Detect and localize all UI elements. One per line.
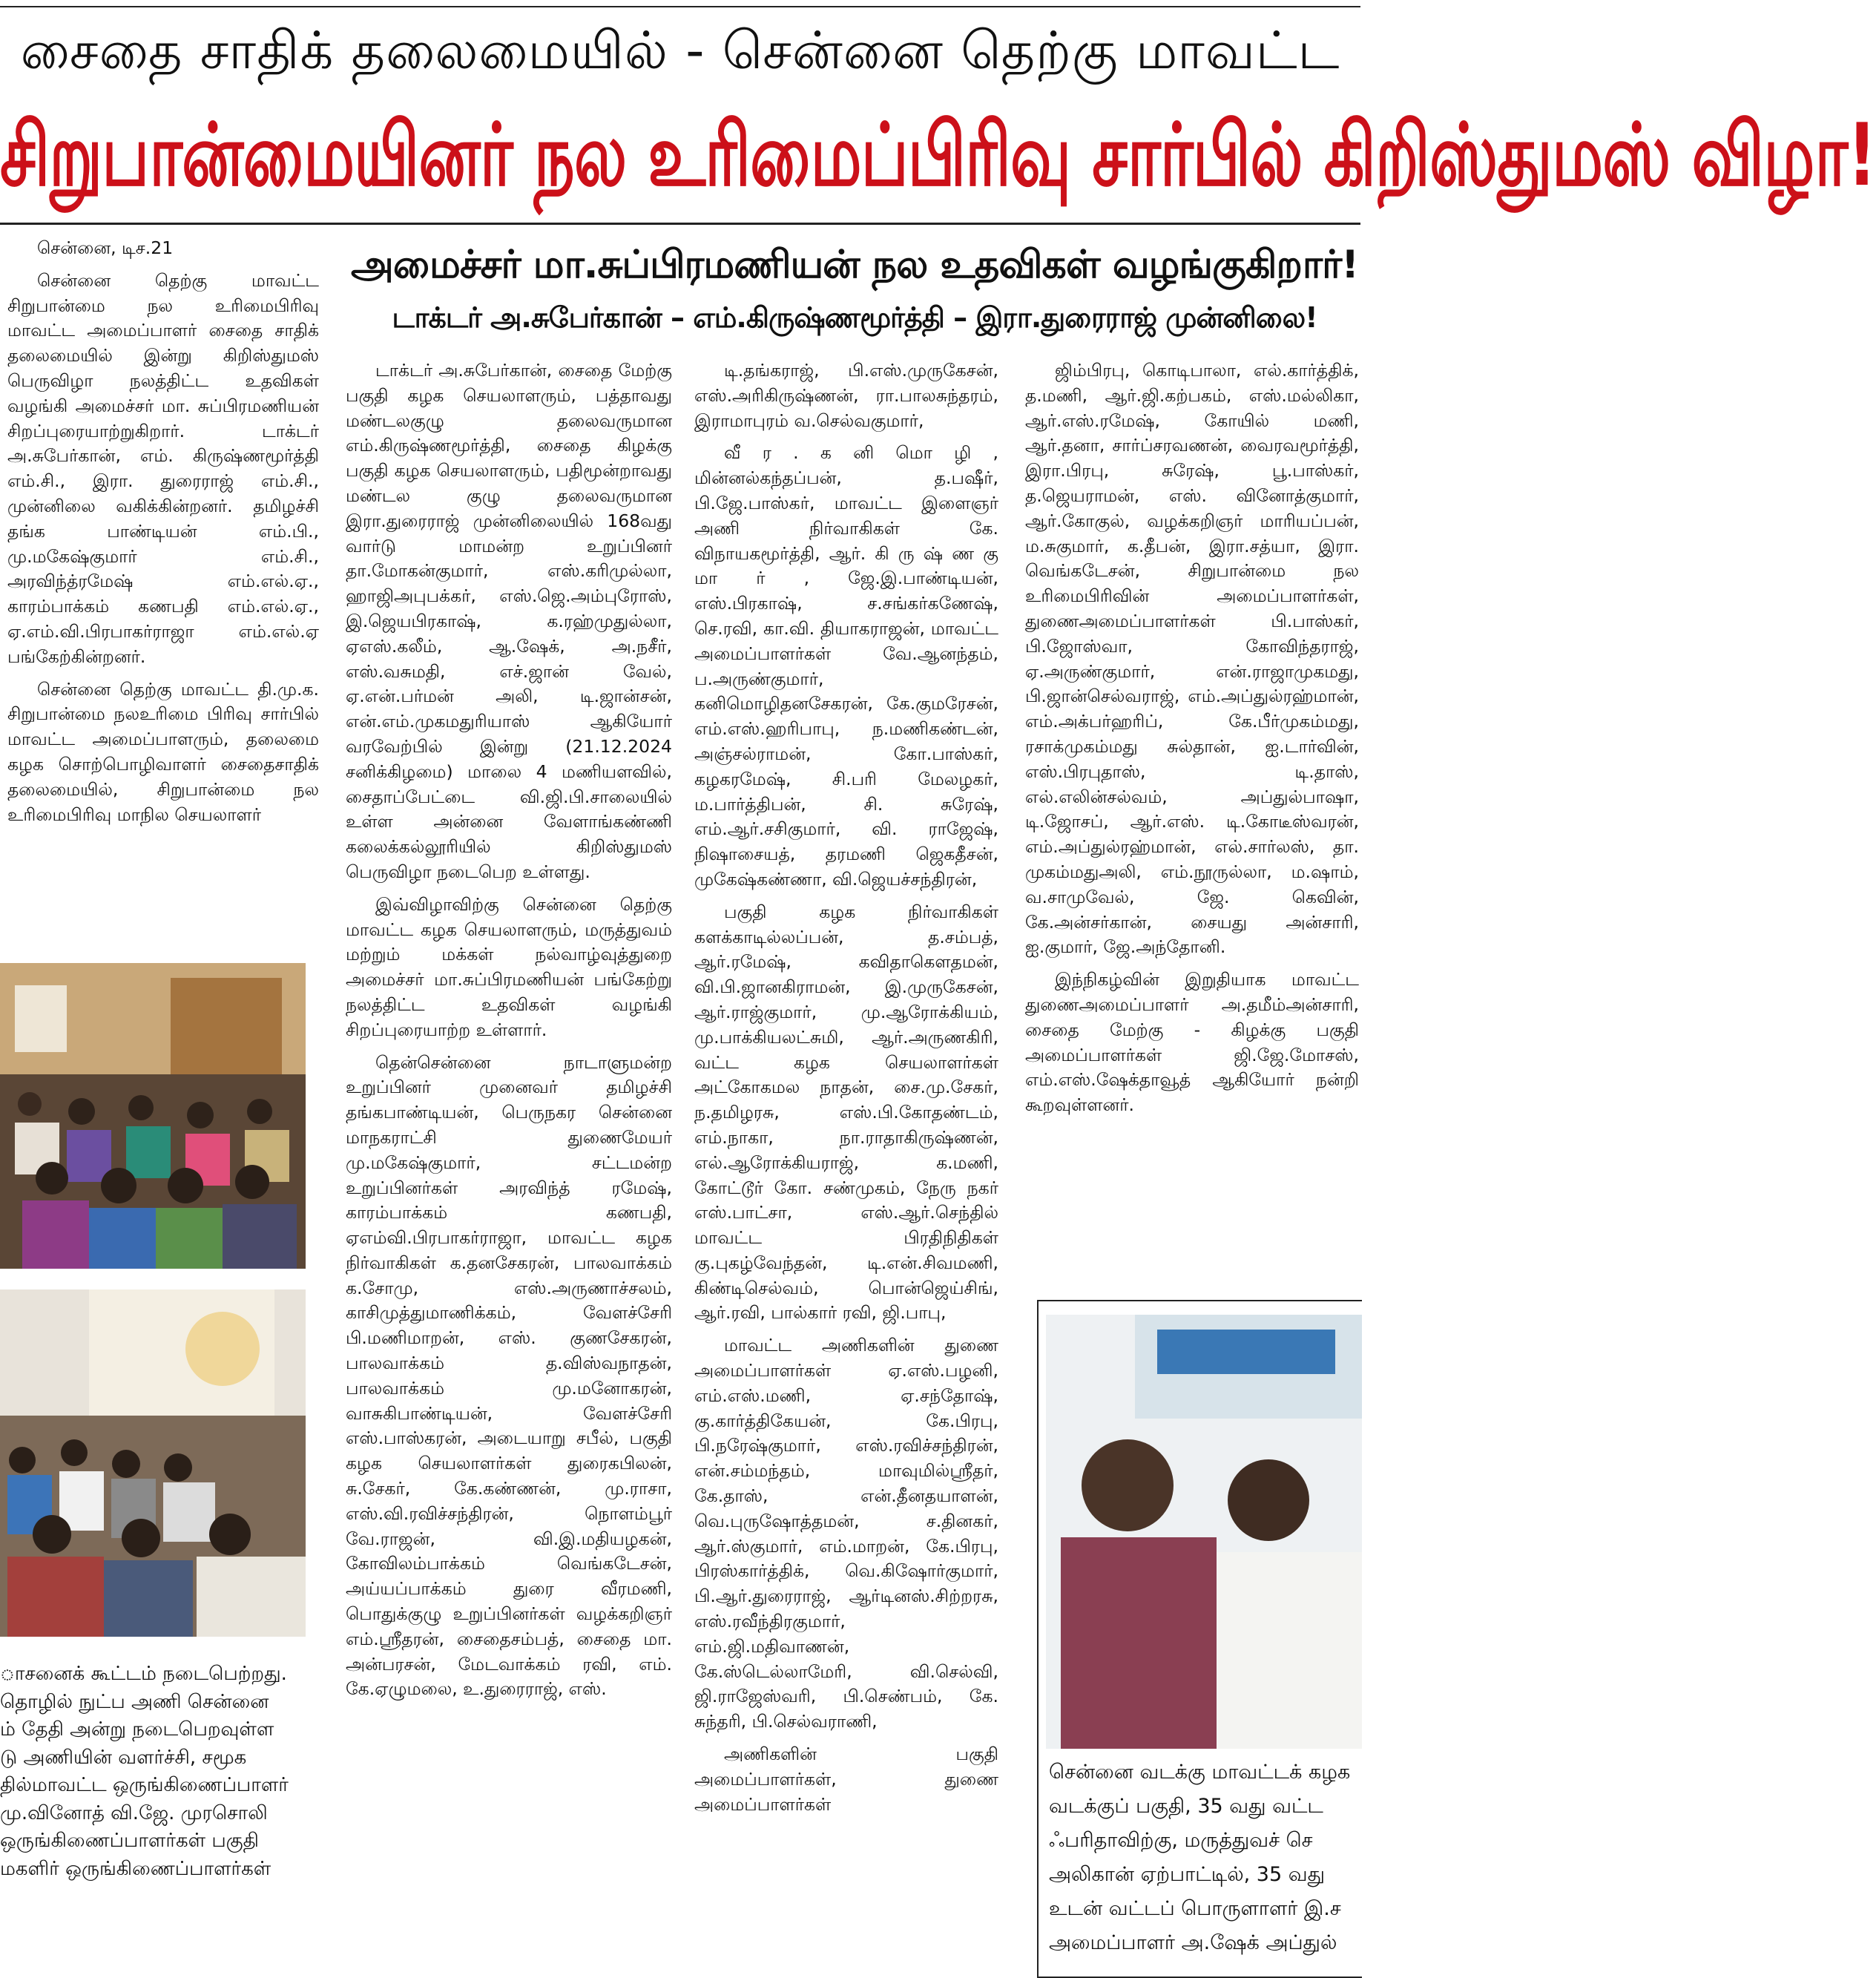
snippet-line: தொழில் நுட்ப அணி சென்னை (0, 1690, 269, 1713)
meeting-photo-illustration (0, 1289, 306, 1637)
event-photo-audience (0, 963, 306, 1269)
snippet-line: ாசனைக் கூட்டம் நடைபெற்றது. (0, 1663, 287, 1685)
paragraph: டாக்டர் அ.சுபேர்கான், சைதை மேற்கு பகுதி கழக செயலாளரும், பத்தாவது மண்டலகுழு தலைவருமான எம்.கிருஷ்ணமூர்த்தி, சைதை கிழக்கு பகுதி கழக செயலாளரும், பதிமூன்றாவது மண்டல குழு தலைவருமான இரா.துரைராஜ் முன்னிலையில் 168வது வார்டு மாமன்ற உறுப்பினர் தா.மோகன்குமார், எஸ்.கரிமுல்லா, ஹாஜிஅபுபக்கர், எஸ்.ஜெ.அம்புரோஸ், இ.ஜெயபிரகாஷ், க.ரஹ்முதுல்லா, ஏஎஸ்.கலீம், ஆ.ஷேக், அ.நசீர், எஸ்.வசுமதி, எச்.ஜான் வேல், ஏ.என்.பர்மன் அலி, டி.ஜான்சன், என்.எம்.முகமதுரியாஸ் ஆகியோர் வரவேற்பில் இன்று (21.12.2024 சனிக்கிழமை) மாலை 4 மணியளவில், சைதாப்பேட்டை வி.ஜி.பி.சாலையில் உள்ள அன்னை வேளாங்கண்ணி கலைக்கல்லூரியில் கிறிஸ்துமஸ் பெருவிழா நடைபெற உள்ளது. (346, 360, 672, 882)
paragraph: மாவட்ட அணிகளின் துணை அமைப்பாளர்கள் ஏ.எஸ்.பழனி, எம்.எஸ்.மணி, ஏ.சந்தோஷ், கு.கார்த்திகேயன், கே.பிரபு, பி.நரேஷ்குமார், எஸ்.ரவிச்சந்திரன், என்.சம்மந்தம், மாவுமில்ஸ்ரீதர், கே.தாஸ், என்.தீனதயாளன், வெ.புருஷோத்தமன், ச.தினகர், ஆர்.ஸ்குமார், எம்.மாறன், கே.பிரபு, பிரஸ்கார்த்திக், வெ.கிஷோர்குமார், பி.ஆர்.துரைராஜ், ஆர்டினஸ்.சிற்றரசு, எஸ்.ரவீந்திரகுமார், எம்.ஜி.மதிவாணன், கே.ஸ்டெல்லாமேரி, வி.செல்வி, ஜி.ராஜேஸ்வரி, பி.செண்பம், கே. சுந்தரி, பி.செல்வராணி, (694, 1335, 998, 1732)
side-story-line: அமைப்பாளர் அ.ஷேக் அப்துல் (1049, 1931, 1337, 1954)
kicker-headline: சைதை சாதிக் தலைமையில் - சென்னை தெற்கு மாவட்ட (20, 20, 1340, 81)
side-story-line: ஃபரிதாவிற்கு, மருத்துவச் செ (1049, 1829, 1313, 1852)
side-story-box (1037, 1300, 1362, 1978)
paragraph: அணிகளின் பகுதி அமைப்பாளர்கள், துணை அமைப்பாளர்கள் (694, 1744, 998, 1815)
side-story-line: அலிகான் ஏற்பாட்டில், 35 வது (1049, 1863, 1325, 1886)
adjacent-story-fragment (0, 1660, 320, 1978)
snippet-line: தில்மாவட்ட ஒருங்கிணைப்பாளர் (0, 1774, 289, 1796)
paragraph: இவ்விழாவிற்கு சென்னை தெற்கு மாவட்ட கழக செயலாளரும், மருத்துவம் மற்றும் மக்கள் நல்வாழ்வுத்துறை அமைச்சர் மா.சுப்பிரமணியன் பங்கேற்று நலத்திட்ட உதவிகள் வழங்கி சிறப்புரையாற்ற உள்ளார். (346, 893, 672, 1040)
paragraph: சென்னை தெற்கு மாவட்ட சிறுபான்மை நல உரிமைபிரிவு மாவட்ட அமைப்பாளர் சைதை சாதிக் தலைமையில் இன்று கிறிஸ்துமஸ் பெருவிழா நலத்திட்ட உதவிகள் வழங்கி அமைச்சர் மா. சுப்பிரமணியன் சிறப்புரையாற்றுகிறார். டாக்டர் அ.சுபேர்கான், எம். கிருஷ்ணமூர்த்தி எம்.சி., இரா. துரைராஜ் எம்.சி., முன்னிலை வகிக்கின்றனர். தமிழச்சி தங்க பாண்டியன் எம்.பி., மு.மகேஷ்குமார் எம்.சி., அரவிந்த்ரமேஷ் எம்.எல்.ஏ., காரம்பாக்கம் கணபதி எம்.எல்.ஏ., ஏ.எம்.வி.பிரபாகர்ராஜா எம்.எல்.ஏ பங்கேற்கின்றனர். (7, 269, 319, 667)
paragraph: பகுதி கழக நிர்வாகிகள் களக்காடில்லப்பன், த.சம்பத், ஆர்.ரமேஷ், கவிதாகௌதமன், வி.பி.ஜானகிராமன், இ.முருகேசன், ஆர்.ராஜ்குமார், மு.ஆரோக்கியம், மு.பாக்கியலட்சுமி, ஆர்.அருணகிரி, வட்ட கழக செயலாளர்கள் அட்கோகமல நாதன், சை.மு.சேகர், ந.தமிழரசு, எஸ்.பி.கோதண்டம், எம்.நாகா, நா.ராதாகிருஷ்ணன், எல்.ஆரோக்கியராஜ், க.மணி, கோட்டூர் கோ. சண்முகம், நேரு நகர் எஸ்.பாட்சா, எஸ்.ஆர்.செந்தில் மாவட்ட பிரதிநிதிகள் கு.புகழ்வேந்தன், டி.என்.சிவமணி, கிண்டிசெல்வம், பொன்ஜெய்சிங், ஆர்.ரவி, பால்கார் ரவி, ஜி.பாபு, (694, 901, 998, 1324)
snippet-line: ம் தேதி அன்று நடைபெறவுள்ள (0, 1718, 274, 1741)
article-column-2 (346, 358, 672, 1976)
side-photo-illustration (1046, 1315, 1362, 1749)
article-column-4 (1025, 358, 1359, 1293)
top-rule (0, 0, 1360, 7)
side-story-line: உடன் வட்டப் பொருளாளர் இ.ச (1049, 1897, 1341, 1920)
paragraph: ஜிம்பிரபு, கொடிபாலா, எல்.கார்த்திக், த.மணி, ஆர்.ஜி.கற்பகம், எஸ்.மல்லிகா, ஆர்.எஸ்.ரமேஷ், கோயில் மணி, ஆர்.தனா, சார்ப்சரவணன், வைரவமூர்த்தி, இரா.பிரபு, சுரேஷ், பூ.பாஸ்கர், த.ஜெயராமன், எஸ். வினோத்குமார், ஆர்.கோகுல், வழக்கறிஞர் மாரியப்பன், ம.சுகுமார், க.தீபன், இரா.சத்யா, இரா. வெங்கடேசன், சிறுபான்மை நல உரிமைபிரிவின் அமைப்பாளர்கள், துணைஅமைப்பாளர்கள் பி.பாஸ்கர், பி.ஜோஸ்வா, கோவிந்தராஜ், ஏ.அருண்குமார், என்.ராஜாமுகமது, பி.ஜான்செல்வராஜ், எம்.அப்துல்ரஹ்மான், எம்.அக்பர்ஹரிப், கே.பீர்முகம்மது, ரசாக்முகம்மது சுல்தான், ஐ.டார்வின், எஸ்.பிரபுதாஸ், டி.தாஸ், எல்.எலின்சல்வம், அப்துல்பாஷா, டி.ஜோசப், ஆர்.எஸ். டி.கோடீஸ்வரன், எம்.அப்துல்ரஹ்மான், எல்.சார்லஸ், தா. முகம்மதுஅலி, எம்.நூருல்லா, ம.ஷாம், வ.சாமுவேல், ஜே. கெவின், கே.அன்சர்கான், சையது அன்சாரி, ஐ.குமார், ஜே.அந்தோனி. (1025, 360, 1359, 958)
paragraph: டி.தங்கராஜ், பி.எஸ்.முருகேசன், எஸ்.அரிகிருஷ்ணன், ரா.பாலசுந்தரம், இராமாபுரம் வ.செல்வகுமார், (694, 360, 998, 431)
event-photo-meeting (0, 1289, 306, 1637)
subheadline-minister: அமைச்சர் மா.சுப்பிரமணியன் நல உதவிகள் வழங்குகிறார்! (351, 243, 1358, 287)
side-story-line: வடக்குப் பகுதி, 35 வது வட்ட (1049, 1795, 1323, 1818)
article-column-1 (7, 236, 319, 941)
headline-divider (0, 223, 1360, 225)
side-story-text (1049, 1755, 1362, 1960)
snippet-line: மகளிர் ஒருங்கிணைப்பாளர்கள் (0, 1857, 271, 1880)
side-story-photo (1046, 1315, 1362, 1749)
paragraph: வீ ர . க னி மொ ழி , மின்னல்கந்தப்பன், த.பஷீர், பி.ஜே.பாஸ்கர், மாவட்ட இளைஞர் அணி நிர்வாகிகள் கே. விநாயகமூர்த்தி, ஆர். கி ரு ஷ் ண கு மா ர் , ஜே.இ.பாண்டியன், எஸ்.பிரகாஷ், ச.சங்கர்கணேஷ், செ.ரவி, கா.வி. தியாகராஜன், மாவட்ட அமைப்பாளர்கள் வே.ஆனந்தம், ப.அருண்குமார், கனிமொழிதனசேகரன், கே.குமரேசன், எம்.எஸ்.ஹரிபாபு, ந.மணிகண்டன், அஞ்சல்ராமன், கோ.பாஸ்கர், கழகரமேஷ், சி.பரி மேலழகர், ம.பார்த்திபன், சி. சுரேஷ், எம்.ஆர்.சசிகுமார், வி. ராஜேஷ், நிஷாசையத், தரமணி ஜெகதீசன், முகேஷ்கண்ணா, வி.ஜெயச்சந்திரன், (694, 442, 998, 890)
side-story-line: சென்னை வடக்கு மாவட்டக் கழக (1049, 1761, 1351, 1784)
dateline: சென்னை, டிச.21 (37, 237, 174, 258)
snippet-line: மு.வினோத் வி.ஜே. முரசொலி (0, 1801, 268, 1824)
paragraph: இந்நிகழ்வின் இறுதியாக மாவட்ட துணைஅமைப்பாளர் அ.தமீம்அன்சாரி, சைதை மேற்கு - கிழக்கு பகுதி அமைப்பாளர்கள் ஜி.ஜே.மோசஸ், எம்.எஸ்.ஷேக்தாவூத் ஆகியோர் நன்றி கூறவுள்ளனர். (1025, 969, 1359, 1116)
audience-photo-illustration (0, 963, 306, 1269)
snippet-line: ஒருங்கிணைப்பாளர்கள் பகுதி (0, 1830, 259, 1852)
article-column-3 (694, 358, 998, 1976)
subheadline-presiding: டாக்டர் அ.சுபேர்கான் – எம்.கிருஷ்ணமூர்த்தி – இரா.துரைராஜ் முன்னிலை! (392, 301, 1317, 334)
paragraph: தென்சென்னை நாடாளுமன்ற உறுப்பினர் முனைவர் தமிழச்சி தங்கபாண்டியன், பெருநகர சென்னை மாநகராட்சி துணைமேயர் மு.மகேஷ்குமார், சட்டமன்ற உறுப்பினர்கள் அரவிந்த் ரமேஷ், காரம்பாக்கம் கணபதி, ஏஎம்வி.பிரபாகர்ராஜா, மாவட்ட கழக நிர்வாகிகள் க.தனசேகரன், பாலவாக்கம் க.சோமு, எஸ்.அருணாச்சலம், காசிமுத்துமாணிக்கம், வேளச்சேரி பி.மணிமாறன், எஸ். குணசேகரன், பாலவாக்கம் த.விஸ்வநாதன், பாலவாக்கம் மு.மனோகரன், வாசுகிபாண்டியன், வேளச்சேரி எஸ்.பாஸ்கரன், அடையாறு சபீல், பகுதி கழக செயலாளர்கள் துரைகபிலன், சு.சேகர், கே.கண்ணன், மு.ராசா, எஸ்.வி.ரவிச்சந்திரன், நொளம்பூர் வே.ராஜன், வி.இ.மதியழகன், கோவிலம்பாக்கம் வெங்கடேசன், அய்யப்பாக்கம் துரை வீரமணி, பொதுக்குழு உறுப்பினர்கள் வழக்கறிஞர் எம்.ஸ்ரீதரன், சைதைசம்பத், சைதை மா. அன்பரசன், மேடவாக்கம் ரவி, எம். கே.ஏழுமலை, உ.துரைராஜ், எஸ். (346, 1051, 672, 1700)
main-headline: சிறுபான்மையினர் நல உரிமைப்பிரிவு சார்பில் கிறிஸ்துமஸ் விழா! (0, 105, 1876, 206)
paragraph: சென்னை தெற்கு மாவட்ட தி.மு.க. சிறுபான்மை நலஉரிமை பிரிவு சார்பில் மாவட்ட அமைப்பாளரும், தலைமை கழக சொற்பொழிவாளர் சைதைசாதிக் தலைமையில், சிறுபான்மை நல உரிமைபிரிவு மாநில செயலாளர் (7, 678, 319, 825)
snippet-line: டு அணியின் வளர்ச்சி, சமூக (0, 1746, 247, 1769)
